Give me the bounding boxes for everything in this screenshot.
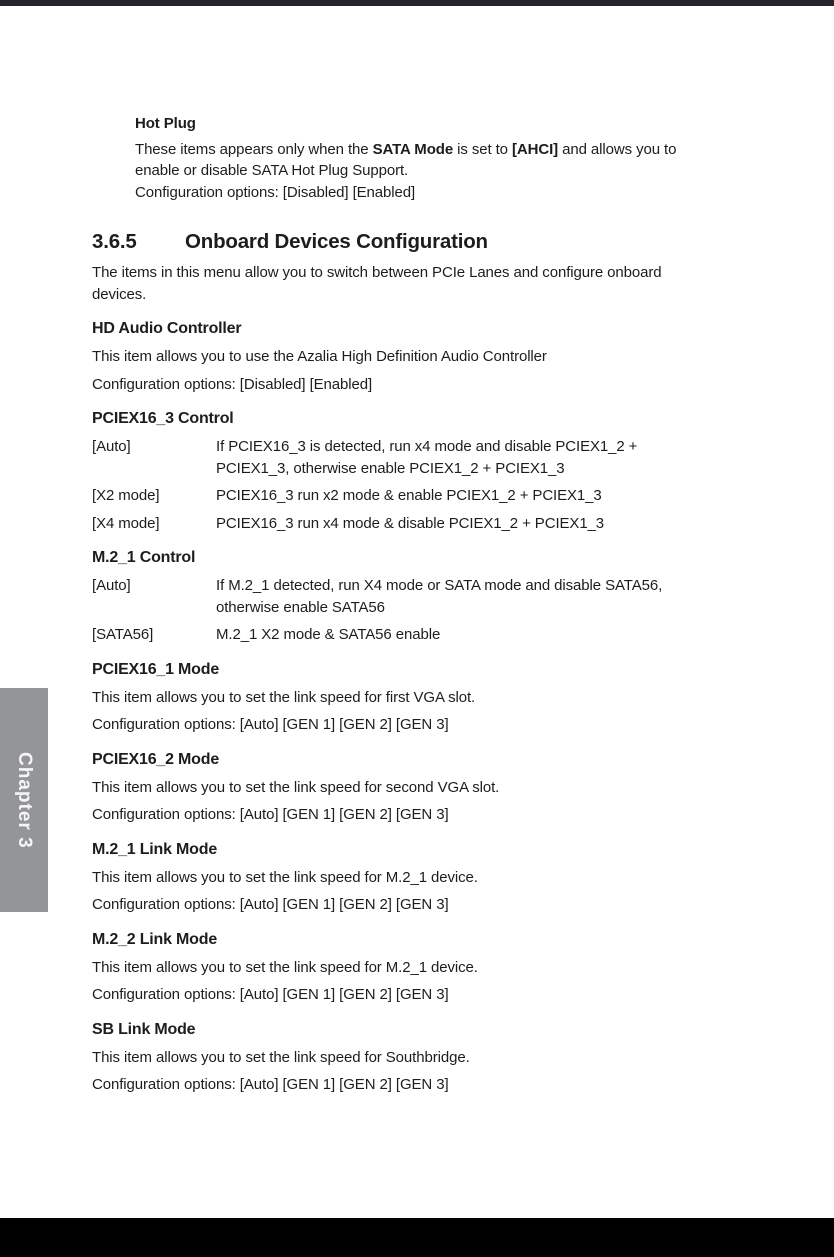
config-options-line: Configuration options: [Auto] [GEN 1] [GEN 2] [GEN 3]	[92, 896, 449, 913]
chapter-tab	[0, 688, 48, 912]
option-row	[92, 436, 714, 479]
subsection-pciex16-2-mode	[92, 749, 714, 826]
note-hot-plug	[135, 113, 713, 203]
subsection-title: HD Audio Controller	[92, 320, 242, 337]
subsection-m2-1-control	[92, 547, 714, 646]
note-body-text: and allows you to enable or disable SATA Hot Plug Support.	[135, 140, 677, 179]
subsection-pciex16-3-control	[92, 408, 714, 534]
subsection-title: M.2_2 Link Mode	[92, 930, 218, 948]
subsection-hd-audio-controller	[92, 318, 714, 395]
option-term: [X4 mode]	[92, 514, 160, 532]
page-content	[92, 6, 714, 1096]
option-term: [Auto]	[92, 577, 131, 594]
subsection-m2-1-link-mode	[92, 839, 714, 916]
subsection-title: PCIEX16_2 Mode	[92, 750, 220, 768]
section-number: 3.6.5	[92, 230, 137, 253]
subsection-title: M.2_1 Control	[92, 549, 196, 566]
option-desc: PCIEX16_3 run x4 mode & disable PCIEX1_2 + PCIEX1_3	[216, 514, 605, 532]
note-body	[135, 139, 713, 182]
section-title: Onboard Devices Configuration	[185, 230, 488, 253]
config-options-line: Configuration options: [Auto] [GEN 1] [GEN 2] [GEN 3]	[92, 716, 449, 733]
page-bottom-border	[0, 1218, 834, 1257]
subsection-m2-2-link-mode	[92, 929, 714, 1006]
option-desc: If M.2_1 detected, run X4 mode or SATA mode and disable SATA56, otherwise enable SATA56	[216, 577, 663, 616]
subsection-desc: This item allows you to set the link speed for Southbridge.	[92, 1048, 470, 1066]
section-intro: The items in this menu allow you to switch between PCIe Lanes and configure onboard devices.	[92, 264, 662, 303]
chapter-tab-label: Chapter 3	[14, 751, 35, 849]
subsection-desc: This item allows you to set the link speed for second VGA slot.	[92, 778, 500, 796]
option-desc: PCIEX16_3 run x2 mode & enable PCIEX1_2 + PCIEX1_3	[216, 487, 602, 504]
note-body-text: is set to	[453, 140, 512, 158]
note-body-bold-ahci: [AHCI]	[512, 140, 559, 158]
subsection-desc: This item allows you to use the Azalia High Definition Audio Controller	[92, 348, 547, 365]
config-options-line: Configuration options: [Auto] [GEN 1] [GEN 2] [GEN 3]	[92, 1076, 449, 1093]
config-options-line: Configuration options: [Disabled] [Enabled]	[92, 375, 373, 393]
subsection-pciex16-1-mode	[92, 659, 714, 736]
option-row	[92, 624, 714, 646]
subsection-desc: This item allows you to set the link speed for first VGA slot.	[92, 688, 476, 706]
option-desc: If PCIEX16_3 is detected, run x4 mode and disable PCIEX1_2 + PCIEX1_3, otherwise enable PCIEX1_2 + PCIEX1_3	[216, 438, 638, 477]
option-row	[92, 513, 714, 535]
option-term: [SATA56]	[92, 626, 154, 643]
option-row	[92, 485, 714, 507]
section-heading	[92, 229, 714, 255]
option-term: [Auto]	[92, 438, 131, 455]
subsection-sb-link-mode	[92, 1019, 714, 1096]
option-row	[92, 575, 714, 618]
subsection-title: PCIEX16_3 Control	[92, 410, 234, 427]
subsection-desc: This item allows you to set the link speed for M.2_1 device.	[92, 868, 478, 886]
subsection-desc: This item allows you to set the link speed for M.2_1 device.	[92, 958, 478, 976]
note-config-options: Configuration options: [Disabled] [Enabled]	[135, 183, 416, 201]
option-desc: M.2_1 X2 mode & SATA56 enable	[216, 626, 441, 643]
note-body-bold-sata-mode: SATA Mode	[372, 140, 454, 158]
config-options-line: Configuration options: [Auto] [GEN 1] [GEN 2] [GEN 3]	[92, 806, 449, 823]
subsection-title: SB Link Mode	[92, 1020, 196, 1038]
subsection-title: PCIEX16_1 Mode	[92, 660, 220, 678]
note-title: Hot Plug	[135, 115, 196, 132]
option-term: [X2 mode]	[92, 487, 160, 504]
subsection-title: M.2_1 Link Mode	[92, 840, 218, 858]
note-body-text: These items appears only when the	[135, 140, 373, 158]
config-options-line: Configuration options: [Auto] [GEN 1] [GEN 2] [GEN 3]	[92, 986, 449, 1003]
